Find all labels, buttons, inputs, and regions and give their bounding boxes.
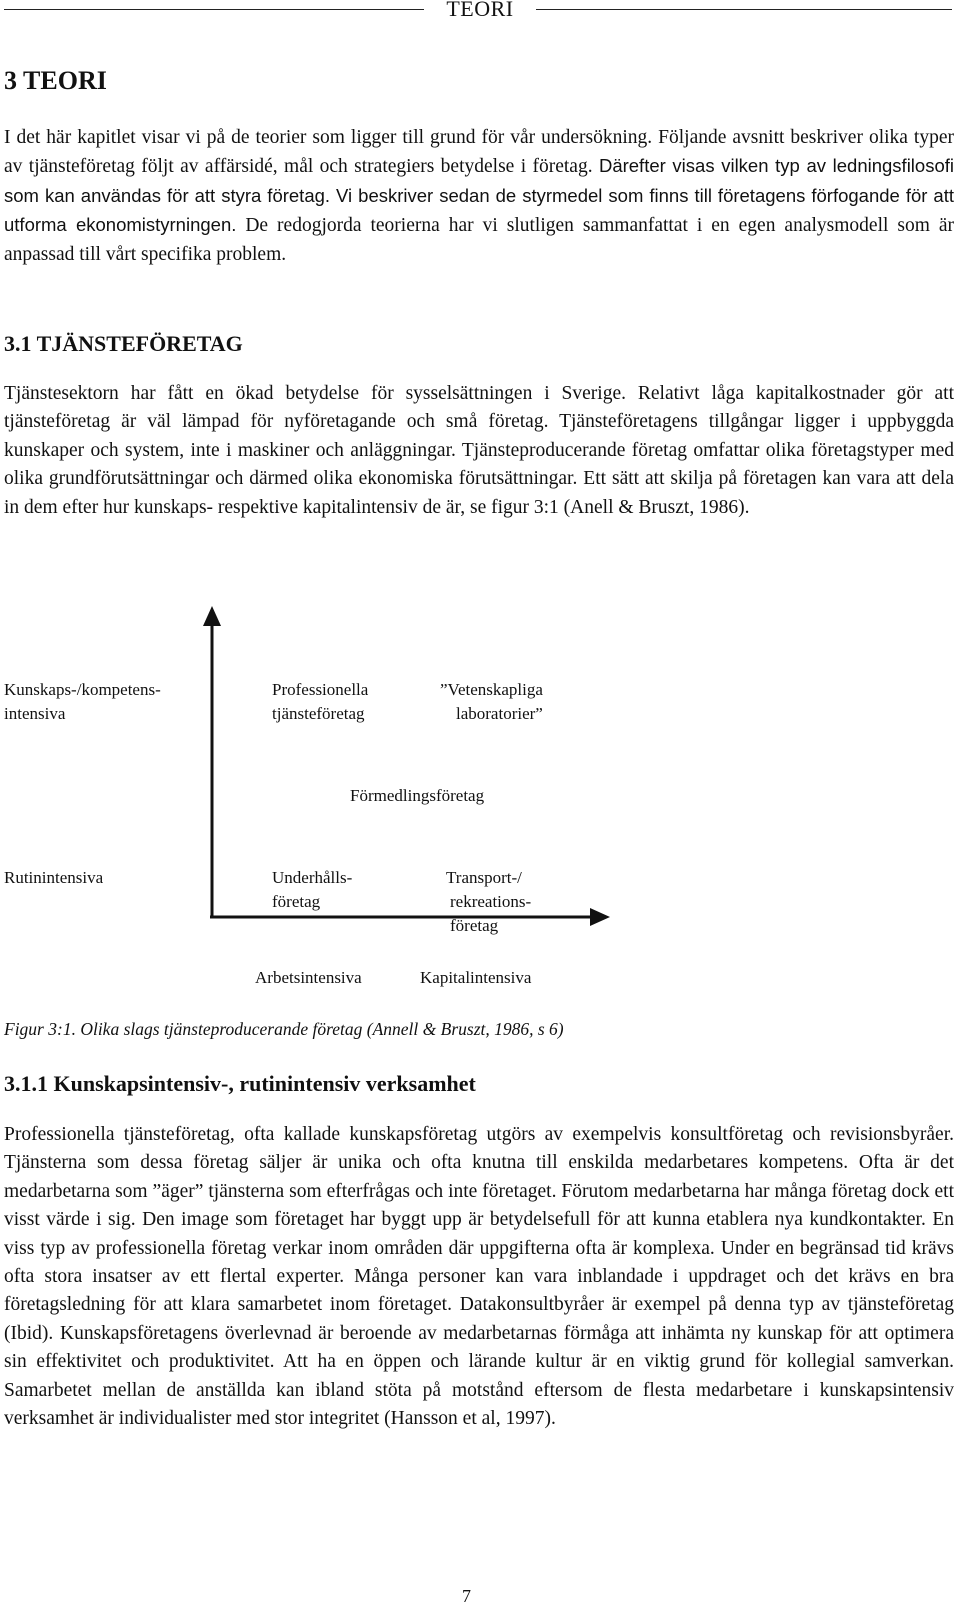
cell-bottom-right-line2: rekreations-: [450, 892, 532, 911]
page-number: 7: [462, 1586, 471, 1606]
y-axis-label-top-line2: intensiva: [4, 704, 66, 723]
section-3-1-title: 3.1 TJÄNSTEFÖRETAG: [4, 331, 243, 356]
cell-top-right-line1: ”Vetenskapliga: [440, 680, 543, 699]
cell-professional-services: [272, 678, 368, 726]
chapter-intro-part3: De redogjorda teorierna har vi slutligen sammanfattat i en egen analysmodell som är anpassad till vårt specifika problem.: [4, 215, 954, 265]
figure-caption: Figur 3:1. Olika slags tjänsteproducerande företag (Annell & Bruszt, 1986, s 6): [4, 1019, 564, 1039]
cell-bottom-left-line1: Underhålls-: [272, 868, 353, 887]
section-3-1-1-body: Professionella tjänsteföretag, ofta kallade kunskapsföretag utgörs av exempelvis konsultföretag och revisionsbyråer. Tjänsterna som dessa företag säljer är unika och ofta knutna till enskilda medarbetares kompetens. Ofta är det medarbetarna som ”äger” tjänsterna som efterfrågas och inte företaget. Förutom medarbetarna har många företag dock ett visst värde i sig. Den image som företaget har byggt upp är betydelsefull för att kunna etablera nya kundkontakter. En viss typ av professionella företag verkar inom områden där uppgifterna ofta är komplexa. Under en begränsad tid krävs ofta stora insatser av ett flertal experter. Många personer kan vara inblandade i uppdraget och det krävs en bra företagsledning för att klara samarbetet inom företaget. Datakonsultbyråer är exempel på denna typ av tjänsteföretag (Ibid). Kunskapsföretagens överlevnad är beroende av medarbetarnas förmåga att inhämta ny kunskap för att optimera sin effektivitet och produktivitet. Att ha en öppen och lärande kultur är en viktig grund för kollegial samverkan. Samarbetet mellan de anställda kan ibland stöta på motstånd eftersom de flesta medarbetare i kunskapsintensiv verksamhet är individualister med stor integritet (Hansson et al, 1997).: [4, 1124, 954, 1430]
cell-maintenance: [272, 866, 352, 914]
cell-transport-recreation: [446, 866, 531, 938]
cell-scientific-laboratories: [440, 678, 543, 726]
y-axis-label-bottom: Rutinintensiva: [4, 868, 104, 887]
cell-top-left-line2: tjänsteföretag: [272, 704, 365, 723]
cell-brokerage: Förmedlingsföretag: [350, 786, 485, 805]
cell-top-right-line2: laboratorier”: [456, 704, 543, 723]
y-axis-arrowhead: [203, 606, 221, 626]
chapter-intro-part2: Därefter visas vilken typ av ledningsfilosofi som kan användas för att styra företag. Vi beskriver sedan de styrmedel som finns till företagens förfogande för att utforma ekonomistyrningen.: [4, 155, 954, 236]
section-3-1-body: Tjänstesektorn har fått en ökad betydelse för sysselsättningen i Sverige. Relativt låga kapitalkostnader gör att tjänsteföretag är väl lämpad för nyföretagande och små företag. Tjänsteföretagens tillgångar ligger i uppbyggda kunskaper och system, inte i maskiner och anläggningar. Tjänsteproducerande företag omfattar olika företagstyper med olika grundförutsättningar och därmed olika ekonomiska förutsättningar. Ett sätt att skilja på företagen kan vara att dela in dem efter hur kunskaps- respektive kapitalintensiv de är, se figur 3:1 (Anell & Bruszt, 1986).: [4, 383, 954, 518]
x-axis-label-left: Arbetsintensiva: [255, 968, 362, 987]
cell-bottom-left-line2: företag: [272, 892, 321, 911]
cell-bottom-right-line3: företag: [450, 916, 499, 935]
chapter-intro-part1: I det här kapitlet visar vi på de teorier som ligger till grund för vår undersökning. Följande avsnitt beskriver olika typer av tjänsteföretag följt av affärsidé, mål och strategiers betydelse i företag.: [4, 127, 954, 178]
x-axis-label-right: Kapitalintensiva: [420, 968, 532, 987]
cell-top-left-line1: Professionella: [272, 680, 369, 699]
y-axis-label-top: [4, 678, 161, 726]
cell-bottom-right-line1: Transport-/: [446, 868, 522, 887]
x-axis-arrowhead: [590, 908, 610, 926]
y-axis-label-top-line1: Kunskaps-/kompetens-: [4, 680, 161, 699]
running-header-title: TEORI: [446, 0, 514, 21]
section-3-1-1-title: 3.1.1 Kunskapsintensiv-, rutinintensiv verksamhet: [4, 1071, 476, 1096]
chapter-title: 3 TEORI: [4, 66, 107, 95]
